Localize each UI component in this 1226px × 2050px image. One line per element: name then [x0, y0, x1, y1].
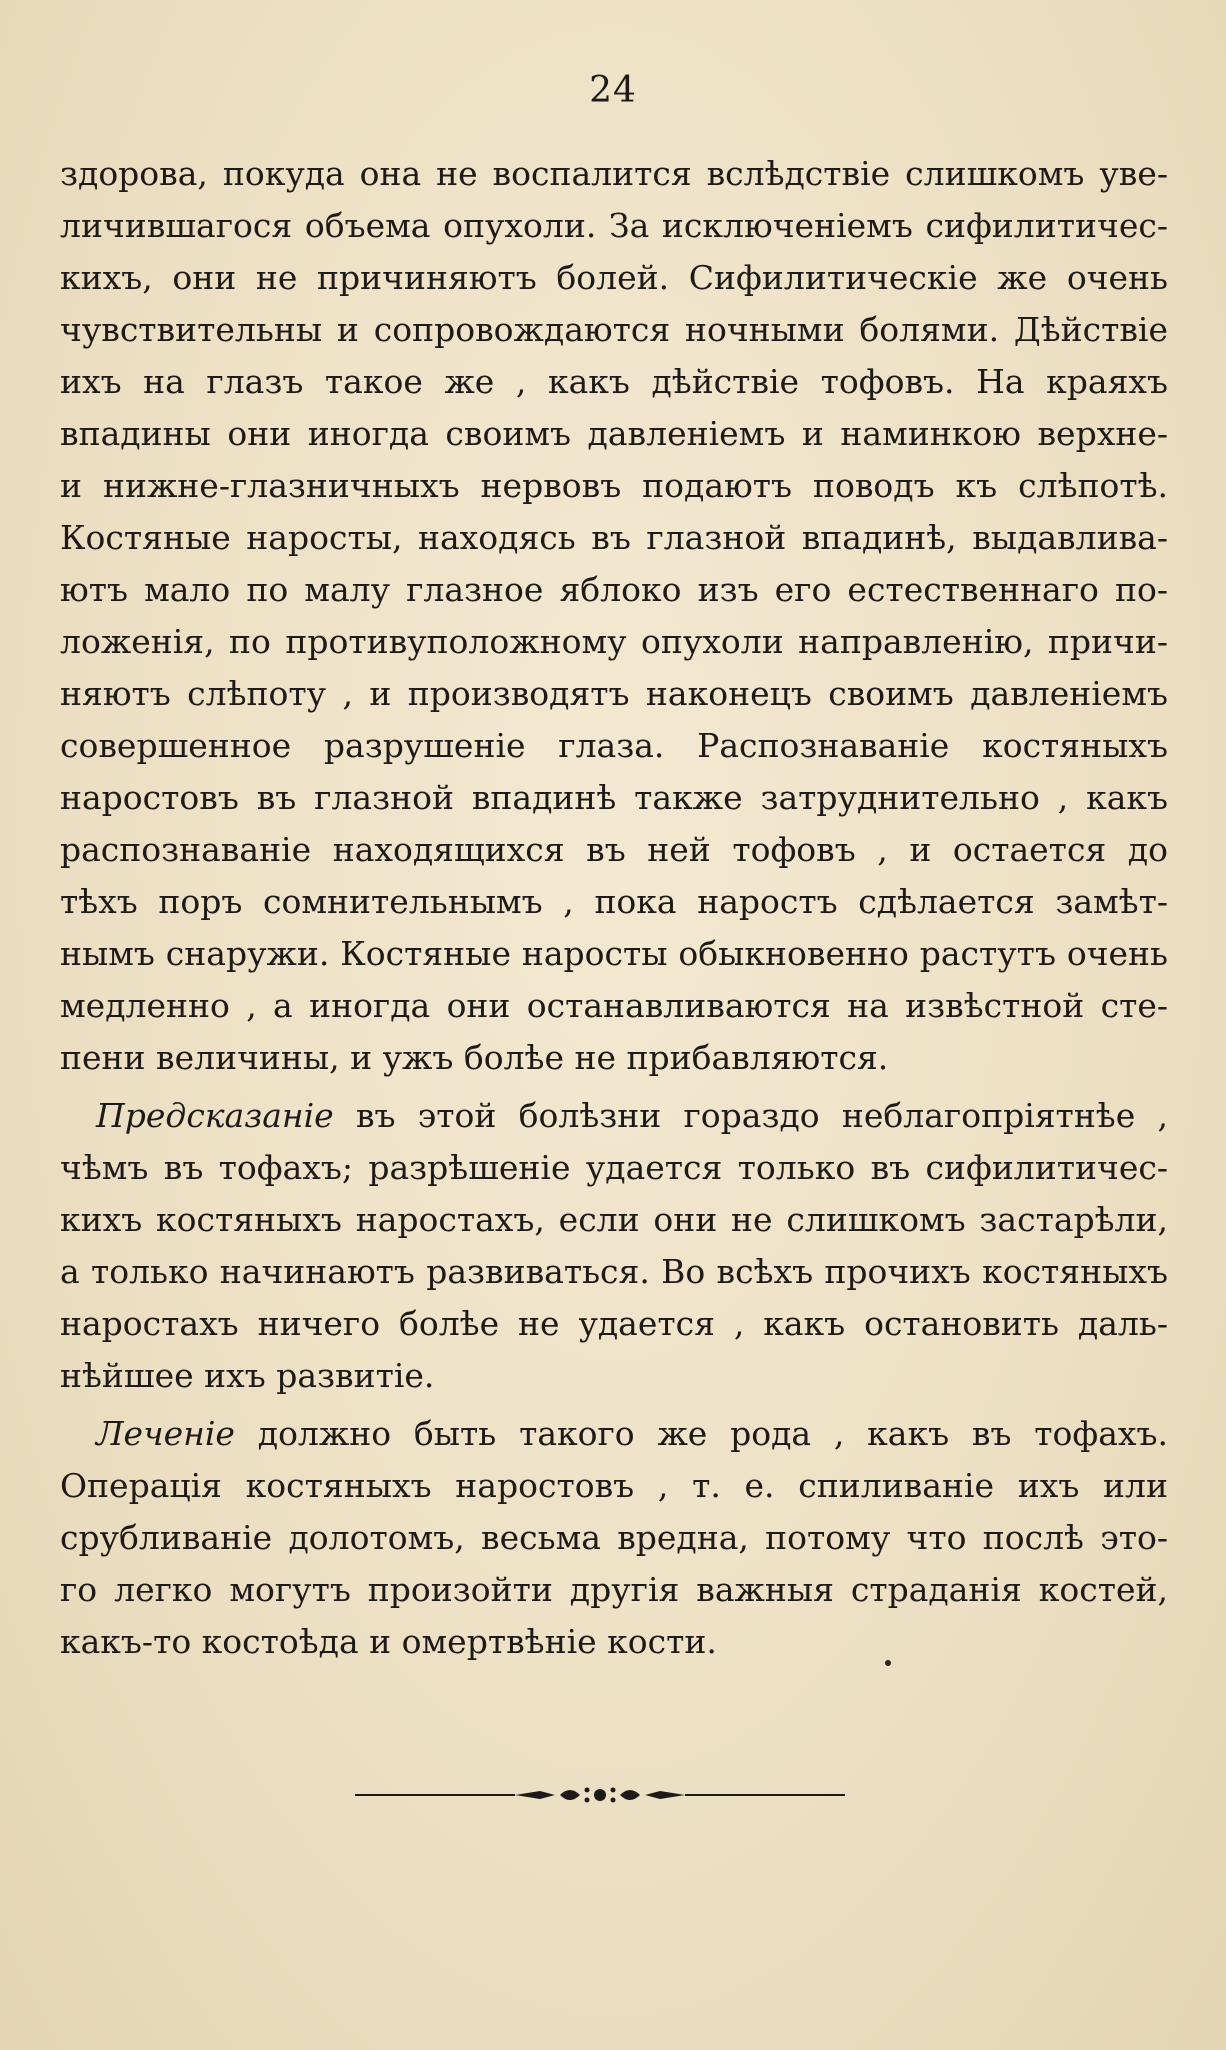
text-run: должно быть такого же рода , какъ въ тофахъ.	[234, 1414, 1168, 1453]
paragraph	[60, 1090, 1168, 1402]
section-lead: Леченіе	[96, 1414, 235, 1453]
text-line: а только начинаютъ развиваться. Во всѣхъ прочихъ костяныхъ	[60, 1252, 1168, 1291]
text-line: пени величины, и ужъ болѣе не прибавляются.	[60, 1038, 889, 1077]
paragraph	[60, 1408, 1168, 1668]
text-line: тѣхъ поръ сомнительнымъ , пока наростъ сдѣлается замѣт-	[60, 882, 1168, 921]
text-line: распознаваніе находящихся въ ней тофовъ , и остается до	[60, 830, 1168, 869]
text-line: медленно , а иногда они останавливаются на извѣстной сте-	[60, 986, 1168, 1025]
text-line: няютъ слѣпоту , и производятъ наконецъ своимъ давленіемъ	[60, 674, 1168, 713]
text-line	[60, 1090, 1168, 1142]
text-line: срубливаніе долотомъ, весьма вредна, потому что послѣ это-	[60, 1518, 1168, 1557]
text-line: кихъ костяныхъ наростахъ, если они не слишкомъ застарѣли,	[60, 1200, 1168, 1239]
text-line: наростовъ въ глазной впадинѣ также затруднительно , какъ	[60, 778, 1168, 817]
text-line: впадины они иногда своимъ давленіемъ и наминкою верхне-	[60, 414, 1168, 453]
paragraph	[60, 148, 1168, 1084]
text-line: го легко могутъ произойти другія важныя страданія костей,	[60, 1570, 1168, 1609]
text-line: нымъ снаружи. Костяные наросты обыкновенно растутъ очень	[60, 934, 1168, 973]
body-text	[60, 148, 1168, 1668]
decorative-rule-icon	[355, 1780, 845, 1810]
text-line: какъ-то костоѣда и омертвѣніе кости.	[60, 1622, 717, 1661]
text-line: кихъ, они не причиняютъ болей. Сифилитическіе же очень	[60, 258, 1168, 297]
text-line: нѣйшее ихъ развитіе.	[60, 1356, 435, 1395]
text-line	[60, 1408, 1168, 1460]
text-line: ложенія, по противуположному опухоли направленію, причи-	[60, 622, 1168, 661]
page-number: 24	[589, 70, 637, 111]
text-run: въ этой болѣзни гораздо неблагопріятнѣе ,	[333, 1096, 1168, 1135]
text-line: чувствительны и сопровождаются ночными болями. Дѣйствіе	[60, 310, 1168, 349]
text-line: здорова, покуда она не воспалится вслѣдствіе слишкомъ уве-	[60, 154, 1168, 193]
text-line: ихъ на глазъ такое же , какъ дѣйствіе тофовъ. На краяхъ	[60, 362, 1168, 401]
text-line: ютъ мало по малу глазное яблоко изъ его естественнаго по-	[60, 570, 1168, 609]
text-line: Костяные наросты, находясь въ глазной впадинѣ, выдавлива-	[60, 518, 1168, 557]
text-line: и нижне-глазничныхъ нервовъ подаютъ поводъ къ слѣпотѣ.	[60, 466, 1168, 505]
text-line: наростахъ ничего болѣе не удается , какъ остановить даль-	[60, 1304, 1168, 1343]
text-line: Операція костяныхъ наростовъ , т. е. спиливаніе ихъ или	[60, 1466, 1168, 1505]
text-line: совершенное разрушеніе глаза. Распознаваніе костяныхъ	[60, 726, 1168, 765]
ink-speck	[885, 1660, 891, 1666]
section-lead: Предсказаніе	[96, 1096, 334, 1135]
text-line: чѣмъ въ тофахъ; разрѣшеніе удается только въ сифилитичес-	[60, 1148, 1168, 1187]
text-line: личившагося объема опухоли. За исключеніемъ сифилитичес-	[60, 206, 1168, 245]
